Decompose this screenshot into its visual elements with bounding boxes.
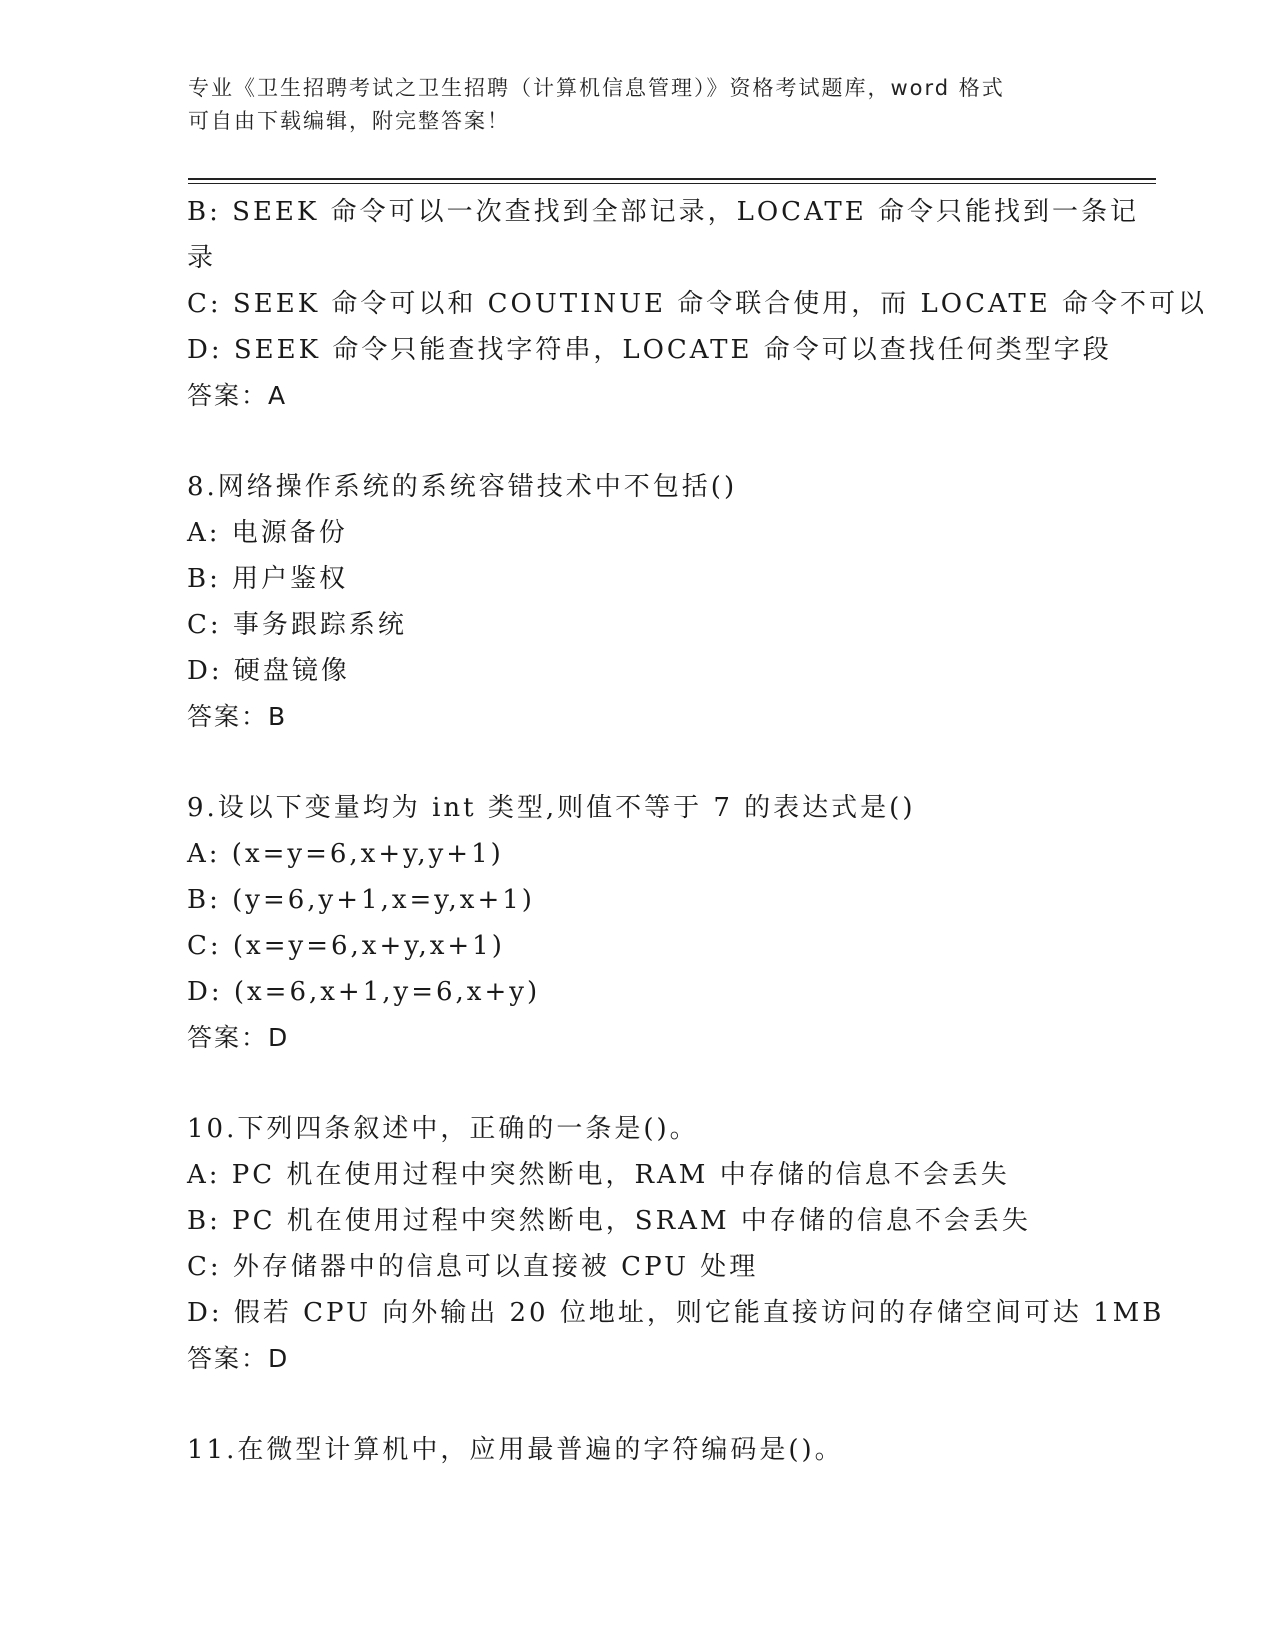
header-divider-thin — [188, 183, 1156, 184]
header-divider-thick — [188, 178, 1156, 180]
option-d: D: 假若 CPU 向外输出 20 位地址，则它能直接访问的存储空间可达 1MB — [187, 1298, 1165, 1328]
option-c: C: (x=y=6,x+y,x+1) — [187, 931, 505, 961]
document-header — [188, 72, 1088, 138]
question-block-8 — [187, 464, 1087, 740]
question-text: 9.设以下变量均为 int 类型,则值不等于 7 的表达式是() — [187, 793, 916, 823]
option-b: B: 用户鉴权 — [187, 564, 349, 594]
question-block-10 — [187, 1106, 1165, 1382]
answer-line: 答案：D — [187, 1344, 290, 1373]
spacer — [187, 1382, 1087, 1427]
option-b: B: SEEK 命令可以一次查找到全部记录，LOCATE 命令只能找到一条记 — [187, 197, 1140, 227]
answer-line: 答案：D — [187, 1023, 290, 1052]
header-line-2: 可自由下载编辑，附完整答案！ — [188, 109, 510, 133]
option-a: A: 电源备份 — [187, 518, 348, 548]
option-b: B: PC 机在使用过程中突然断电，SRAM 中存储的信息不会丢失 — [187, 1206, 1031, 1236]
question-text: 8.网络操作系统的系统容错技术中不包括() — [187, 472, 738, 502]
question-text: 10.下列四条叙述中，正确的一条是()。 — [187, 1114, 699, 1144]
option-c: C: 事务跟踪系统 — [187, 610, 407, 640]
option-d: D: (x=6,x+1,y=6,x+y) — [187, 977, 541, 1007]
spacer — [187, 1061, 1087, 1106]
question-list — [187, 189, 1207, 1473]
spacer — [187, 740, 1087, 785]
spacer — [187, 419, 1087, 464]
option-b-continued: 录 — [187, 243, 217, 273]
option-a: A: PC 机在使用过程中突然断电，RAM 中存储的信息不会丢失 — [187, 1160, 1010, 1190]
option-a: A: (x=y=6,x+y,y+1) — [187, 839, 504, 869]
option-c: C: SEEK 命令可以和 COUTINUE 命令联合使用，而 LOCATE 命令不可以 — [187, 289, 1207, 319]
option-c: C: 外存储器中的信息可以直接被 CPU 处理 — [187, 1252, 759, 1282]
answer-line: 答案：B — [187, 702, 288, 731]
question-block-7 — [187, 189, 1207, 419]
option-d: D: SEEK 命令只能查找字符串，LOCATE 命令可以查找任何类型字段 — [187, 335, 1112, 365]
option-b: B: (y=6,y+1,x=y,x+1) — [187, 885, 535, 915]
question-text: 11.在微型计算机中，应用最普遍的字符编码是()。 — [187, 1435, 844, 1465]
answer-line: 答案：A — [187, 381, 288, 410]
option-d: D: 硬盘镜像 — [187, 656, 350, 686]
question-block-9 — [187, 785, 1087, 1061]
question-block-11 — [187, 1427, 1087, 1473]
header-line-1: 专业《卫生招聘考试之卫生招聘（计算机信息管理）》资格考试题库，word 格式 — [188, 76, 1005, 100]
